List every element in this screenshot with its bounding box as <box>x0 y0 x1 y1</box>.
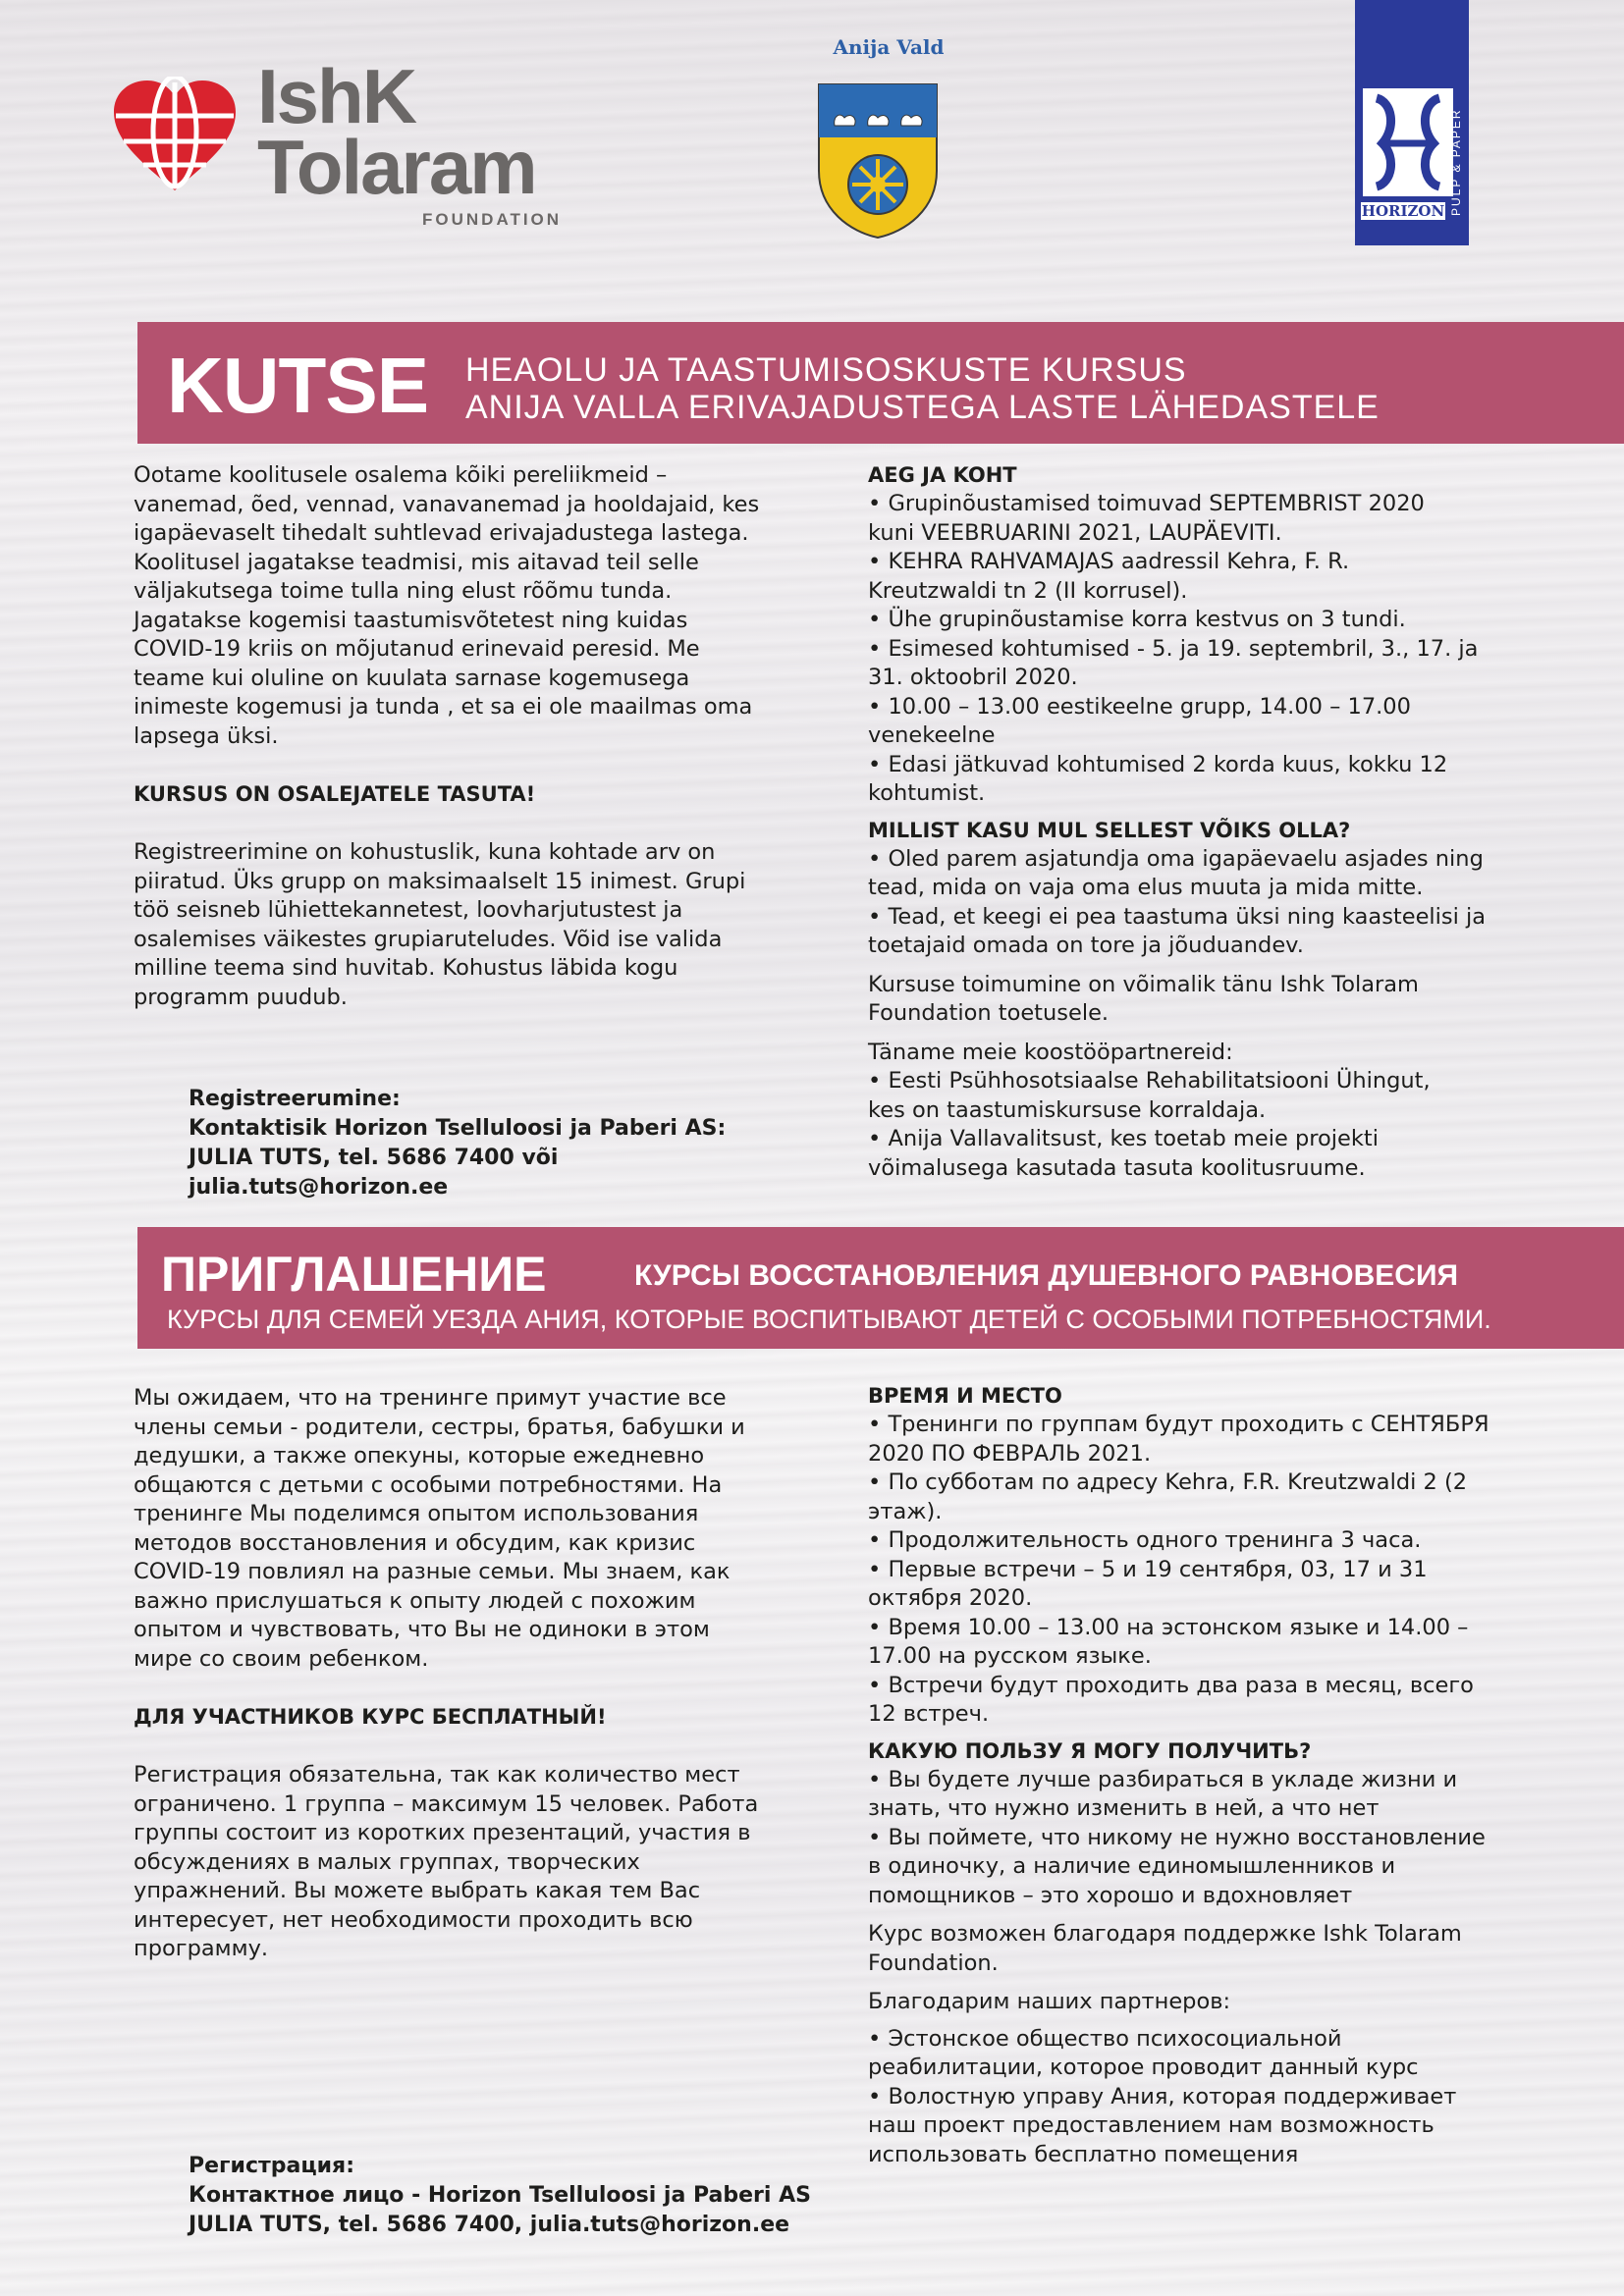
ru-intro-line: мире со своим ребенком. <box>134 1645 429 1672</box>
coat-of-arms-icon <box>817 82 939 240</box>
ru-right-column <box>868 1382 1555 2169</box>
ru-reg-line: ограничено. 1 группа – максимум 15 человек. Работа <box>134 1790 759 1817</box>
et-partner-line: kes on taastumiskursuse korraldaja. <box>868 1096 1267 1123</box>
ishk-tolaram-logo <box>110 53 601 238</box>
ru-contact-details[interactable]: JULIA TUTS, tel. 5686 7400, julia.tuts@horizon.ee <box>189 2213 790 2237</box>
et-benefit-bullet <box>868 903 1555 961</box>
priglashenie-title: ПРИГЛАШЕНИЕ <box>161 1247 547 1302</box>
et-intro-line: Koolitusel jagatakse teadmisi, mis aitavad teil selle <box>134 549 699 575</box>
et-reg-line: piiratud. Üks grupp on maksimaalselt 15 inimest. Grupi <box>134 868 746 894</box>
ru-thanks-heading: Благодарим наших партнеров: <box>868 1989 1231 2014</box>
et-support-line: Kursuse toimumine on võimalik tänu Ishk Tolaram <box>868 971 1419 997</box>
et-bullet-line: • Grupinõustamised toimuvad SEPTEMBRIST 2020 <box>868 490 1555 519</box>
priglashenie-subtitle-2: КУРСЫ ДЛЯ СЕМЕЙ УЕЗДА АНИЯ, КОТОРЫЕ ВОСПИТЫВАЮТ ДЕТЕЙ С ОСОБЫМИ ПОТРЕБНОСТЯМИ. <box>167 1305 1491 1334</box>
ru-left-column <box>134 1384 801 1964</box>
et-intro-line: väljakutsega toime tulla ning elust rõõmu tunda. <box>134 578 673 604</box>
ru-bullet-line: 17.00 на русском языке. <box>868 1643 1152 1669</box>
horizon-name: HORIZON <box>1361 202 1445 220</box>
et-contact-details[interactable]: JULIA TUTS, tel. 5686 7400 või julia.tuts@horizon.ee <box>189 1146 559 1200</box>
ru-partner-line: реабилитации, которое проводит данный курс <box>868 2055 1419 2080</box>
ru-benefit-line: помощников – это хорошо и вдохновляет <box>868 1882 1353 1908</box>
foundation-text: FOUNDATION <box>422 210 563 229</box>
et-benefit-line: • Oled parem asjatundja oma igapäevaelu asjades ning <box>868 845 1555 875</box>
ru-bullet-line: 12 встреч. <box>868 1701 990 1727</box>
et-intro-line: COVID-19 kriis on mõjutanud erinevaid peresid. Me <box>134 636 700 662</box>
ru-partner-line: наш проект предоставлением нам возможность <box>868 2112 1435 2138</box>
et-bullet-line: kohtumist. <box>868 780 986 806</box>
kutse-banner <box>137 322 1624 444</box>
ru-benefit-line: • Вы поймете, что никому не нужно восстановление <box>868 1824 1555 1853</box>
et-bullet-line: • KEHRA RAHVAMAJAS aadressil Kehra, F. R. <box>868 548 1555 577</box>
et-reg-line: osalemises väikestes grupiaruteludes. Võid ise valida <box>134 926 723 952</box>
et-intro-line: Ootame koolitusele osalema kõiki pereliikmeid – <box>134 462 668 488</box>
et-bullet <box>868 490 1555 548</box>
ru-bullet-line: 2020 ПО ФЕВРАЛЬ 2021. <box>868 1440 1152 1467</box>
et-registration-text <box>134 838 791 1012</box>
ru-bullet-line: • По субботам по адресу Kehra, F.R. Kreutzwaldi 2 (2 <box>868 1468 1555 1498</box>
ishk-text: IshK <box>257 53 416 139</box>
et-time-place-heading: AEG JA KOHT <box>868 463 1017 487</box>
et-bullet <box>868 606 1555 635</box>
et-bullet-line: venekeelne <box>868 722 996 748</box>
ru-benefit-bullet <box>868 1824 1555 1911</box>
et-intro-line: teame kui oluline on kuulata sarnase kogemusega <box>134 665 690 691</box>
ru-partner-line: использовать бесплатно помещения <box>868 2141 1299 2167</box>
ru-reg-line: Регистрация обязательна, так как количество мест <box>134 1762 740 1788</box>
priglashenie-banner <box>137 1227 1624 1349</box>
ru-intro-line: члены семьи - родители, сестры, братья, бабушки и <box>134 1414 745 1440</box>
ru-time-place-heading: ВРЕМЯ И МЕСТО <box>868 1384 1062 1408</box>
et-left-column <box>134 461 791 1012</box>
ru-bullet-line: этаж). <box>868 1498 943 1524</box>
et-bullet <box>868 693 1555 751</box>
ru-support-line: Foundation. <box>868 1949 999 1976</box>
ru-intro-line: Мы ожидаем, что на тренинге примут участие все <box>134 1385 727 1411</box>
ru-partner-bullet <box>868 2025 1555 2083</box>
et-reg-line: Registreerimine on kohustuslik, kuna kohtade arv on <box>134 839 716 865</box>
et-contact-heading: Registreerumine: <box>189 1087 401 1111</box>
et-intro-line: igapäevaselt tihedalt suhtlevad erivajadustega lastega. <box>134 520 749 546</box>
ru-contact-block <box>189 2152 817 2240</box>
heart-globe-icon <box>110 77 240 194</box>
ru-intro-line: опытом и чувствовать, что Вы не одиноки в этом <box>134 1617 710 1642</box>
ru-bullet <box>868 1672 1555 1730</box>
ru-bullet <box>868 1468 1555 1526</box>
ru-bullet <box>868 1411 1555 1468</box>
ru-bullet-line: • Время 10.00 – 13.00 на эстонском языке и 14.00 – <box>868 1614 1555 1643</box>
horizon-logo <box>1355 0 1469 245</box>
et-benefit-line: toetajaid omada on tore ja jõuduandev. <box>868 933 1304 958</box>
ru-intro-line: методов восстановления и обсудим, как кризис <box>134 1529 696 1556</box>
ru-bullet <box>868 1614 1555 1672</box>
ru-contact-person: Контактное лицо - Horizon Tselluloosi ja Paberi AS <box>189 2183 811 2208</box>
ru-bullet-line: • Встречи будут проходить два раза в месяц, всего <box>868 1672 1555 1701</box>
ru-registration-text <box>134 1761 801 1964</box>
ru-benefit-bullet <box>868 1766 1555 1824</box>
et-free-notice: KURSUS ON OSALEJATELE TASUTA! <box>134 782 536 806</box>
et-bullet <box>868 548 1555 606</box>
ru-bullet-line: • Первые встречи – 5 и 19 сентября, 03, 17 и 31 <box>868 1556 1555 1585</box>
ru-intro-line: дедушки, а также опекуны, которые ежедневно <box>134 1443 705 1468</box>
et-bullet-line: 31. oktoobril 2020. <box>868 665 1078 690</box>
et-benefit-heading: MILLIST KASU MUL SELLEST VÕIKS OLLA? <box>868 818 1351 842</box>
et-support-line: Foundation toetusele. <box>868 1000 1110 1026</box>
et-bullet-line: • Esimesed kohtumised - 5. ja 19. septembril, 3., 17. ja <box>868 635 1555 665</box>
et-bullet <box>868 635 1555 693</box>
priglashenie-subtitle-1: КУРСЫ ВОССТАНОВЛЕНИЯ ДУШЕВНОГО РАВНОВЕСИЯ <box>634 1259 1459 1292</box>
ru-benefit-line: • Вы будете лучше разбираться в укладе жизни и <box>868 1766 1555 1795</box>
ru-support-line: Курс возможен благодаря поддержке Ishk Tolaram <box>868 1921 1462 1947</box>
et-partner-bullet <box>868 1067 1555 1125</box>
ru-benefit-heading: КАКУЮ ПОЛЬЗУ Я МОГУ ПОЛУЧИТЬ? <box>868 1738 1312 1763</box>
et-contact-block <box>189 1085 817 1202</box>
ru-intro-line: важно прислушаться к опыту людей с похожим <box>134 1587 696 1614</box>
ru-reg-line: интересует, нет необходимости проходить всю <box>134 1906 693 1933</box>
et-intro-line: vanemad, õed, vennad, vanavanemad ja hooldajaid, kes <box>134 491 760 517</box>
ru-intro-line: тренинге Мы поделимся опытом использования <box>134 1501 699 1526</box>
ru-benefit-line: знать, что нужно изменить в ней, а что нет <box>868 1795 1380 1821</box>
ru-reg-line: программу. <box>134 1936 269 1961</box>
et-reg-line: programm puudub. <box>134 984 348 1010</box>
et-reg-line: milline teema sind huvitab. Kohustus läbida kogu <box>134 955 678 981</box>
et-bullet-line: • 10.00 – 13.00 eestikeelne grupp, 14.00 – 17.00 <box>868 693 1555 722</box>
ru-benefit-line: в одиночку, а наличие единомышленников и <box>868 1853 1396 1879</box>
anija-vald-title: Anija Vald <box>833 35 945 59</box>
et-benefit-bullet <box>868 845 1555 903</box>
et-intro-line: inimeste kogemusi ja tunda , et sa ei ole maailmas oma <box>134 694 753 720</box>
ru-partner-line: • Эстонское общество психосоциальной <box>868 2025 1555 2055</box>
ru-bullet-line: • Продолжительность одного тренинга 3 часа. <box>868 1526 1555 1556</box>
kutse-title: KUTSE <box>167 342 429 429</box>
et-partner-line: võimalusega kasutada tasuta koolitusruume. <box>868 1154 1366 1181</box>
ru-bullet-line: октября 2020. <box>868 1585 1033 1611</box>
et-bullet-line: kuni VEEBRUARINI 2021, LAUPÄEVITI. <box>868 519 1282 546</box>
et-partner-bullet <box>868 1125 1555 1183</box>
et-intro-line: Jagatakse kogemisi taastumisvõtetest ning kuidas <box>134 607 688 633</box>
ru-contact-heading: Регистрация: <box>189 2154 354 2178</box>
et-benefit-line: • Tead, et keegi ei pea taastuma üksi ning kaasteelisi ja <box>868 903 1555 933</box>
ru-reg-line: упражнений. Вы можете выбрать какая тем Вас <box>134 1878 701 1903</box>
kutse-subtitle-2: ANIJA VALLA ERIVAJADUSTEGA LASTE LÄHEDASTELE <box>465 389 1380 426</box>
ru-bullet <box>868 1556 1555 1614</box>
horizon-sub: PULP & PAPER <box>1449 108 1463 216</box>
ru-intro-line: общаются с детьми с особыми потребностями. На <box>134 1471 723 1498</box>
ru-bullet <box>868 1526 1555 1556</box>
et-intro <box>134 461 791 751</box>
ru-reg-line: обсуждениях в малых группах, творческих <box>134 1848 640 1875</box>
horizon-h-icon <box>1363 88 1453 196</box>
et-bullet-line: • Edasi jätkuvad kohtumised 2 korda kuus, kokku 12 <box>868 751 1555 780</box>
et-benefit-line: tead, mida on vaja oma elus muuta ja mida mitte. <box>868 875 1424 900</box>
ru-reg-line: группы состоит из коротких презентаций, участия в <box>134 1820 751 1845</box>
ru-intro <box>134 1384 801 1674</box>
anija-vald-logo <box>805 35 972 241</box>
et-support-text <box>868 971 1555 1029</box>
et-partner-line: • Eesti Psühhosotsiaalse Rehabilitatsiooni Ühingut, <box>868 1067 1555 1096</box>
et-contact-person: Kontaktisik Horizon Tselluloosi ja Paberi AS: <box>189 1116 727 1141</box>
ru-intro-line: COVID-19 повлиял на разные семьи. Мы знаем, как <box>134 1559 731 1584</box>
et-intro-line: lapsega üksi. <box>134 722 279 749</box>
et-partner-line: • Anija Vallavalitsust, kes toetab meie projekti <box>868 1125 1555 1154</box>
ru-free-notice: ДЛЯ УЧАСТНИКОВ КУРС БЕСПЛАТНЫЙ! <box>134 1705 607 1729</box>
ru-partner-bullet <box>868 2083 1555 2170</box>
tolaram-text: Tolaram <box>257 124 536 210</box>
ru-bullet-line: • Тренинги по группам будут проходить с СЕНТЯБРЯ <box>868 1411 1555 1440</box>
et-right-column <box>868 461 1555 1183</box>
et-bullet-line: • Ühe grupinõustamise korra kestvus on 3 tundi. <box>868 606 1555 635</box>
ru-support-text <box>868 1920 1555 1978</box>
et-bullet <box>868 751 1555 809</box>
et-bullet-line: Kreutzwaldi tn 2 (II korrusel). <box>868 577 1188 604</box>
et-thanks-heading: Täname meie koostööpartnereid: <box>868 1039 1233 1065</box>
ru-partner-line: • Волостную управу Ания, которая поддерживает <box>868 2083 1555 2112</box>
et-reg-line: töö seisneb lühiettekannetest, loovharjutustest ja <box>134 897 683 923</box>
kutse-subtitle-1: HEAOLU JA TAASTUMISOSKUSTE KURSUS <box>465 351 1187 389</box>
